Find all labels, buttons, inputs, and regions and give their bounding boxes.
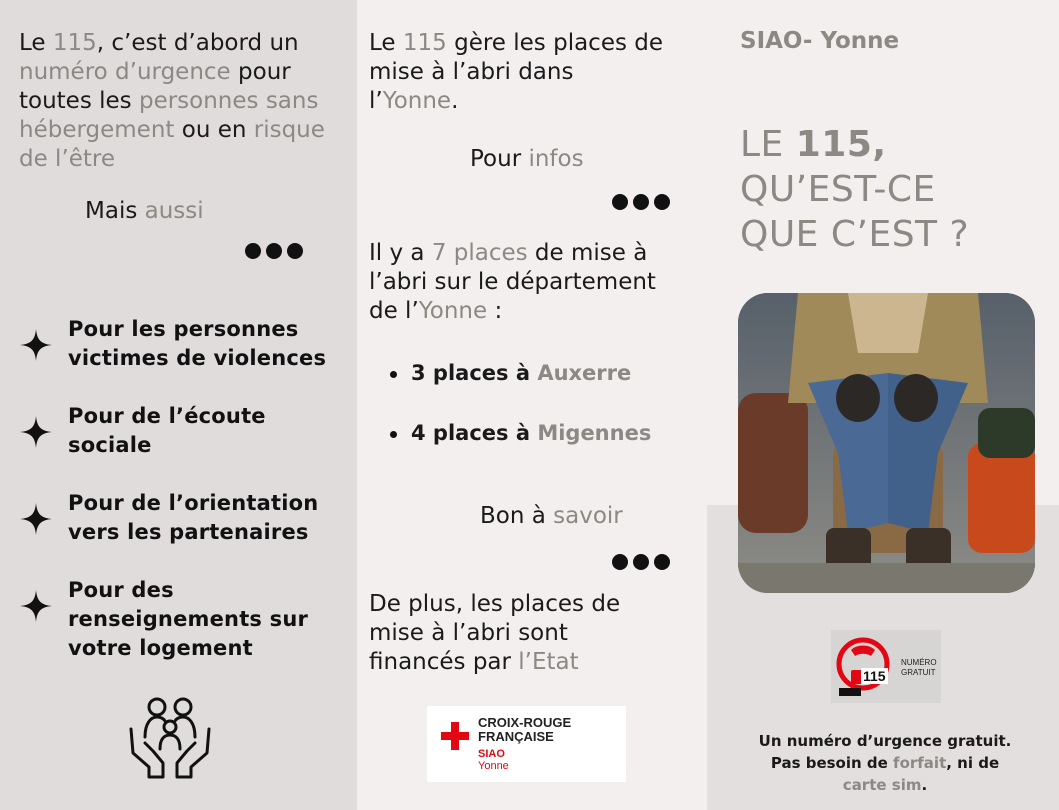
dots-icon (245, 238, 308, 259)
de-plus-text: De plus, les places de mise à l’abri sont financés par l’Etat (369, 591, 621, 675)
sparkle-icon (20, 416, 52, 448)
croix-rouge-logo: CROIX-ROUGE FRANÇAISE SIAO Yonne (427, 706, 626, 782)
homeless-person-photo (738, 293, 1035, 593)
bullet-ecoute: Pour de l’écoute sociale (20, 402, 266, 460)
places-migennes: 4 places à Migennes (390, 419, 651, 448)
mais-aussi: Mais aussi (85, 198, 204, 224)
dots-icon (612, 189, 675, 210)
bon-a-savoir: Bon à savoir (480, 503, 623, 529)
sparkle-icon (20, 503, 52, 535)
family-care-icon (127, 693, 213, 779)
dots-icon (612, 549, 675, 570)
pour-infos: Pour infos (470, 146, 584, 172)
sparkle-icon (20, 329, 52, 361)
places-intro: Il y a 7 places de mise à l’abri sur le département de l’Yonne : (369, 240, 656, 324)
bullet-orientation: Pour de l’orientation vers les partenaires (20, 489, 318, 547)
badge-number: 115 (863, 668, 886, 684)
bullet-logement: Pour des renseignements sur votre logement (20, 576, 308, 663)
intro-text: Le 115, c’est d’abord un numéro d’urgence pour toutes les personnes sans hébergement ou en risque de l’être (19, 30, 325, 172)
page-title: LE 115, QU’EST-CE QUE C’EST ? (740, 124, 970, 255)
sparkle-icon (20, 590, 52, 622)
numero-gratuit-logo (831, 630, 941, 703)
bullet-violences: Pour les personnes victimes de violences (20, 315, 326, 373)
p2-intro: Le 115 gère les places de mise à l’abri dans l’Yonne. (369, 30, 664, 114)
middle-panel (357, 0, 707, 810)
badge-label: NUMÉRO GRATUIT (901, 658, 937, 677)
places-auxerre: 3 places à Auxerre (390, 359, 631, 388)
footer-text: Un numéro d’urgence gratuit. Pas besoin de forfait, ni de carte sim. (758, 732, 1012, 794)
red-cross-icon (441, 722, 469, 750)
siao-label: SIAO- Yonne (740, 28, 900, 54)
